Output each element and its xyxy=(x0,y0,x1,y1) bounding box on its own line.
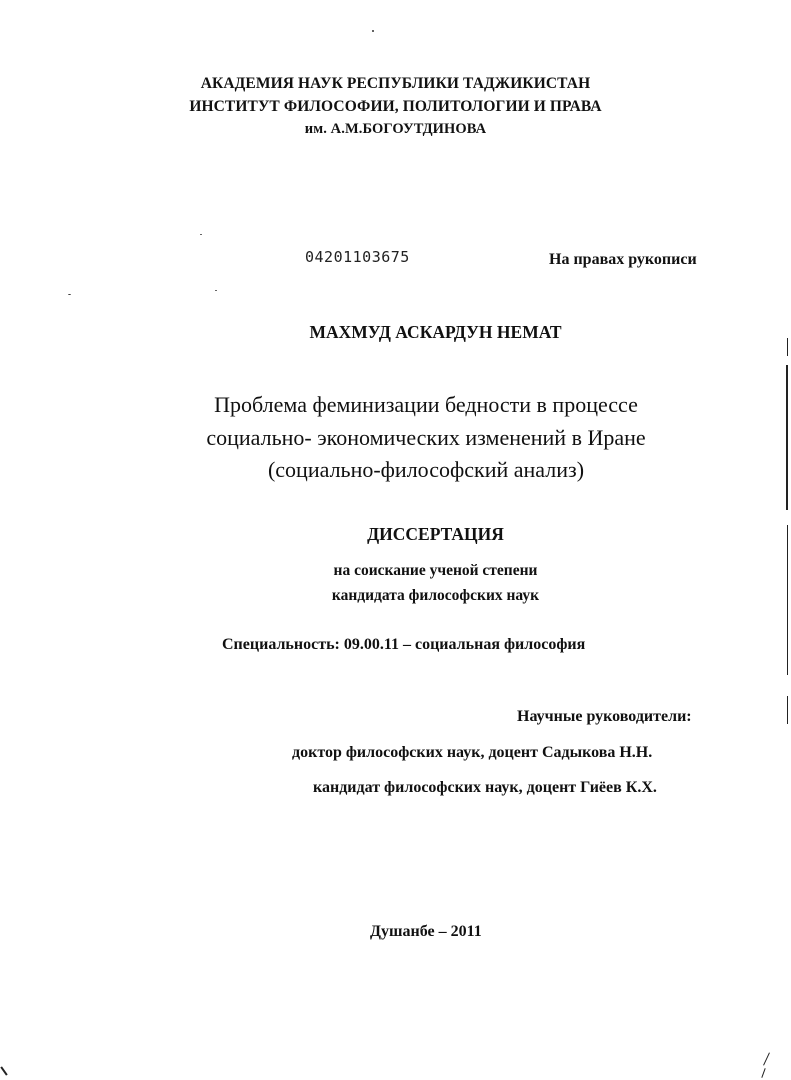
institute-honorific: им. А.М.БОГОУТДИНОВА xyxy=(304,121,487,137)
author-name: МАХМУД АСКАРДУН НЕМАТ xyxy=(309,322,562,342)
scan-edge-mark xyxy=(787,696,788,724)
dissertation-title-line-3: (социально-философский анализ) xyxy=(267,457,585,482)
scan-edge-mark xyxy=(787,338,788,356)
supervisor-first: доктор философских наук, доцент Садыкова Н.Н. xyxy=(292,744,653,761)
supervisor-second: кандидат философских наук, доцент Гиёев К.Х. xyxy=(313,779,657,796)
place-and-year: Душанбе – 2011 xyxy=(370,923,482,940)
manuscript-rights-note: На правах рукописи xyxy=(549,251,697,268)
scan-speck xyxy=(200,234,202,235)
scan-speck xyxy=(215,290,217,291)
scan-edge-mark xyxy=(786,365,788,510)
dissertation-title-line-1: Проблема феминизации бедности в процессе xyxy=(214,392,638,417)
degree-line-1: на соискание ученой степени xyxy=(333,562,538,579)
scan-speck xyxy=(68,294,71,295)
academy-name: АКАДЕМИЯ НАУК РЕСПУБЛИКИ ТАДЖИКИСТАН xyxy=(200,75,591,92)
degree-line-2: кандидата философских наук xyxy=(331,587,540,604)
scan-corner-mark xyxy=(0,1066,7,1075)
supervisors-heading: Научные руководители: xyxy=(517,708,692,725)
registry-number-stamp: 04201103675 xyxy=(305,248,410,266)
scan-speck xyxy=(372,30,374,32)
document-type: ДИССЕРТАЦИЯ xyxy=(367,524,504,544)
scan-edge-mark xyxy=(787,525,788,675)
dissertation-title-line-2: социально- экономических изменений в Иране xyxy=(206,425,646,450)
institute-name: ИНСТИТУТ ФИЛОСОФИИ, ПОЛИТОЛОГИИ И ПРАВА xyxy=(189,98,602,115)
specialty: Специальность: 09.00.11 – социальная философия xyxy=(222,636,586,653)
scan-corner-mark xyxy=(763,1052,770,1065)
scan-corner-mark xyxy=(761,1068,765,1078)
